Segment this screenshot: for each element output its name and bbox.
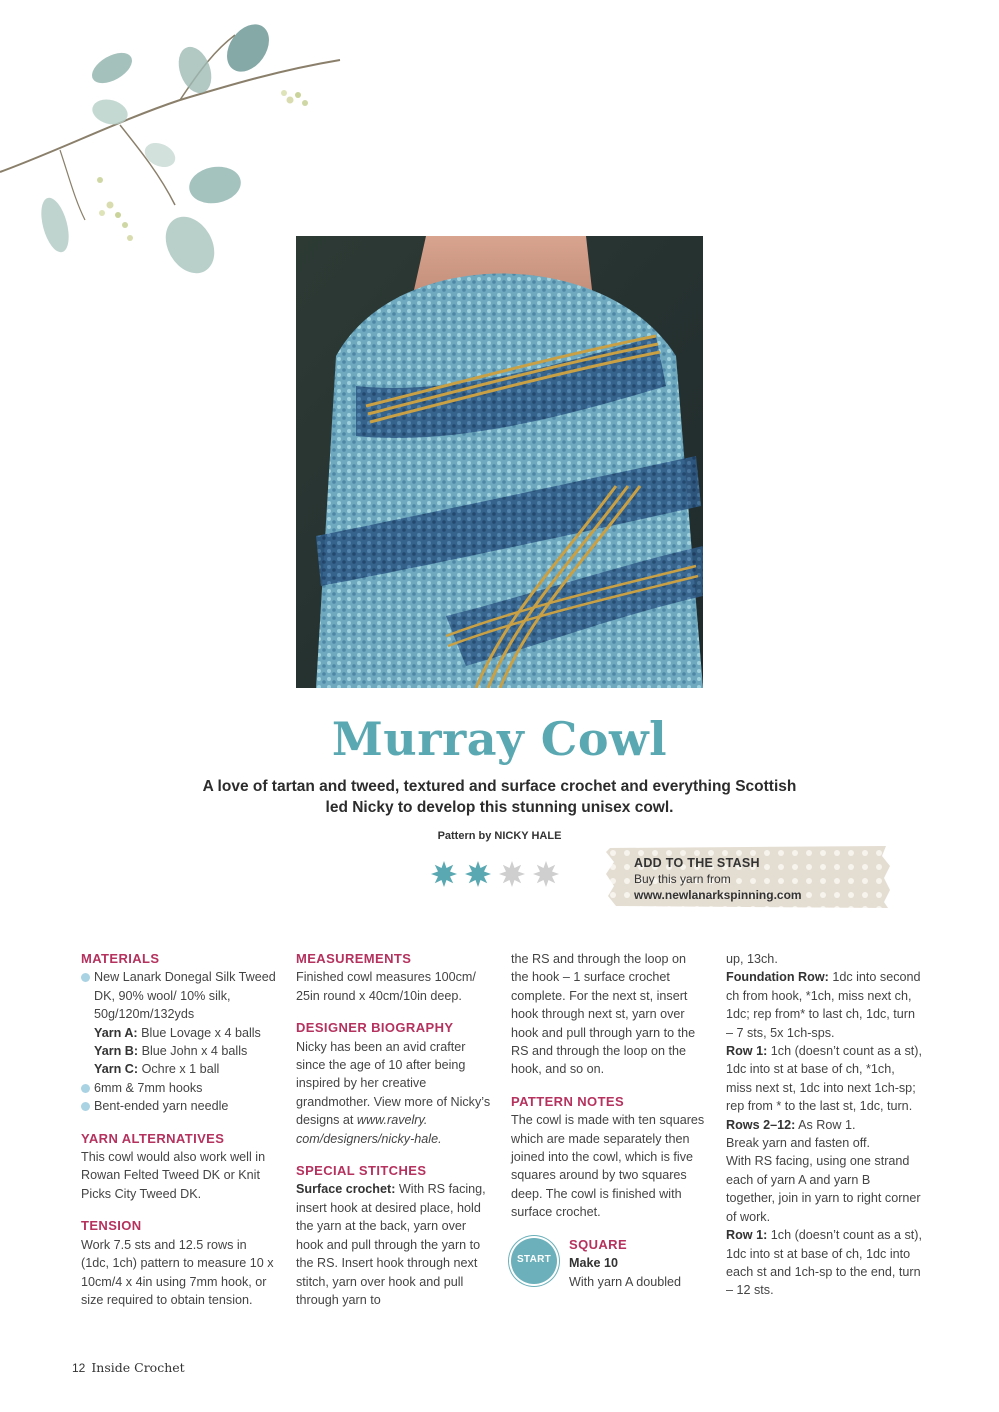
surface-crochet-text: With RS facing, insert hook at desired place, hold the yarn at the back, yarn over hook and pull through the yarn to the RS. Insert hook through next stitch, yarn over hook and pull through yarn to: [296, 1182, 486, 1307]
stash-line: Buy this yarn from: [634, 872, 731, 886]
stash-banner: [606, 846, 890, 908]
break-yarn: Break yarn and fasten off.: [726, 1136, 870, 1151]
column-3: [511, 950, 707, 1296]
start-badge: START: [511, 1238, 557, 1284]
column-2: [296, 950, 492, 1323]
yarn-a-value: Blue Lovage x 4 balls: [141, 1025, 261, 1040]
yarn-c-value: Ochre x 1 ball: [141, 1062, 220, 1077]
materials-yarn-a: [81, 1024, 277, 1042]
byline: Pattern by NICKY HALE: [437, 830, 562, 842]
row-1-text: 1ch (doesn’t count as a st), 1dc into st at base of ch, *1ch, miss next st, 1dc into next 1ch-sp; rep from * to the last st, 1dc, turn.: [726, 1044, 922, 1114]
difficulty-star-empty-icon: [532, 860, 560, 888]
surface-crochet-label: Surface crochet:: [296, 1182, 396, 1197]
materials-item-hooks: 6mm & 7mm hooks: [81, 1079, 277, 1097]
materials-item-yarn: New Lanark Donegal Silk Tweed DK, 90% wool/ 10% silk, 50g/120m/132yds: [81, 968, 277, 1023]
square-make: Make 10: [569, 1256, 619, 1271]
square-line2: up, 13ch.: [726, 952, 778, 966]
page-footer: [72, 1360, 185, 1375]
page-number: 12: [72, 1361, 86, 1375]
square-line1: With yarn A doubled: [569, 1274, 682, 1289]
page-title: Murray Cowl: [331, 712, 668, 766]
join-instructions: With RS facing, using one strand each of yarn A and yarn B together, join in yarn to right corner of work.: [726, 1154, 921, 1224]
difficulty-rating: [430, 860, 570, 892]
tension-text: Work 7.5 sts and 12.5 rows in (1dc, 1ch) pattern to measure 10 x 10cm/4 x 4in using 7mm hook, or size required to obtain tension.: [81, 1237, 274, 1307]
yarn-a-label: Yarn A:: [94, 1025, 138, 1040]
measurements-heading: MEASUREMENTS: [296, 951, 412, 966]
rows-2-12: [726, 1116, 922, 1134]
special-stitches-text: [296, 1180, 492, 1309]
surface-crochet-continued: the RS and through the loop on the hook – 1 surface crochet complete. For the next st, insert hook through next st, yarn over hook and pull through yarn to the RS and through the loop on the hook, and so on.: [511, 952, 696, 1077]
pattern-notes-heading: PATTERN NOTES: [511, 1093, 625, 1109]
yarn-alternatives-text: This cowl would also work well in Rowan Felted Tweed DK or Knit Picks City Tweed DK.: [81, 1150, 266, 1201]
rows-2-12-label: Rows 2–12:: [726, 1117, 796, 1132]
yarn-c-label: Yarn C:: [94, 1062, 139, 1077]
yarn-b-value: Blue John x 4 balls: [141, 1044, 248, 1059]
row-1-second-text: 1ch (doesn’t count as a st), 1dc into st at base of ch, 1dc into each st and 1ch-sp to the end, turn – 12 sts.: [726, 1228, 922, 1298]
designer-heading: DESIGNER BIOGRAPHY: [296, 1020, 454, 1036]
column-4: [726, 950, 922, 1300]
foundation-row: [726, 968, 922, 1042]
foundation-row-label: Foundation Row:: [726, 970, 829, 985]
difficulty-star-filled-icon: [430, 860, 458, 888]
materials-item-needle: Bent-ended yarn needle: [81, 1097, 277, 1115]
designer-text: [296, 1038, 492, 1148]
designer-link[interactable]: www.ravelry. com/designers/nicky-hale.: [296, 1113, 442, 1146]
yarn-alternatives-heading: YARN ALTERNATIVES: [81, 1130, 225, 1146]
tension-heading: TENSION: [81, 1218, 142, 1234]
pattern-notes-text: The cowl is made with ten squares which are made separately then joined into the cowl, which is five squares around by two squares deep. The cowl is finished with surface crochet.: [511, 1113, 705, 1220]
materials-yarn-c: [81, 1060, 277, 1078]
materials-heading: MATERIALS: [81, 951, 160, 966]
special-stitches-heading: SPECIAL STITCHES: [296, 1163, 427, 1179]
measurements-text: Finished cowl measures 100cm/ 25in round x 40cm/10in deep.: [296, 970, 476, 1003]
difficulty-star-empty-icon: [498, 860, 526, 888]
publication-name: Inside Crochet: [91, 1360, 185, 1375]
stash-heading: ADD TO THE STASH: [634, 856, 760, 870]
intro-text: A love of tartan and tweed, textured and surface crochet and everything Scottish led Nicky to develop this stunning unisex cowl.: [202, 778, 797, 816]
yarn-b-label: Yarn B:: [94, 1044, 139, 1059]
square-heading: SQUARE: [569, 1236, 628, 1252]
rows-2-12-text: As Row 1.: [798, 1117, 856, 1132]
square-section: [511, 1236, 707, 1296]
row-1: [726, 1042, 922, 1116]
difficulty-star-filled-icon: [464, 860, 492, 888]
row-1-second: [726, 1226, 922, 1300]
foundation-row-text: 1dc into second ch from hook, *1ch, miss next ch, 1dc; rep from* to last ch, 1dc, turn – 7 sts, 5x 1ch-sps.: [726, 970, 921, 1040]
materials-yarn-b: [81, 1042, 277, 1060]
stash-url-link[interactable]: www.newlanarkspinning.com: [634, 888, 802, 902]
row-1-second-label: Row 1:: [726, 1228, 768, 1243]
row-1-label: Row 1:: [726, 1044, 768, 1059]
cowl-photo: [296, 236, 703, 688]
designer-bio: Nicky has been an avid crafter since the age of 10 after being inspired by her creative grandmother. View more of Nicky’s designs at: [296, 1039, 491, 1128]
column-1: [81, 950, 277, 1323]
